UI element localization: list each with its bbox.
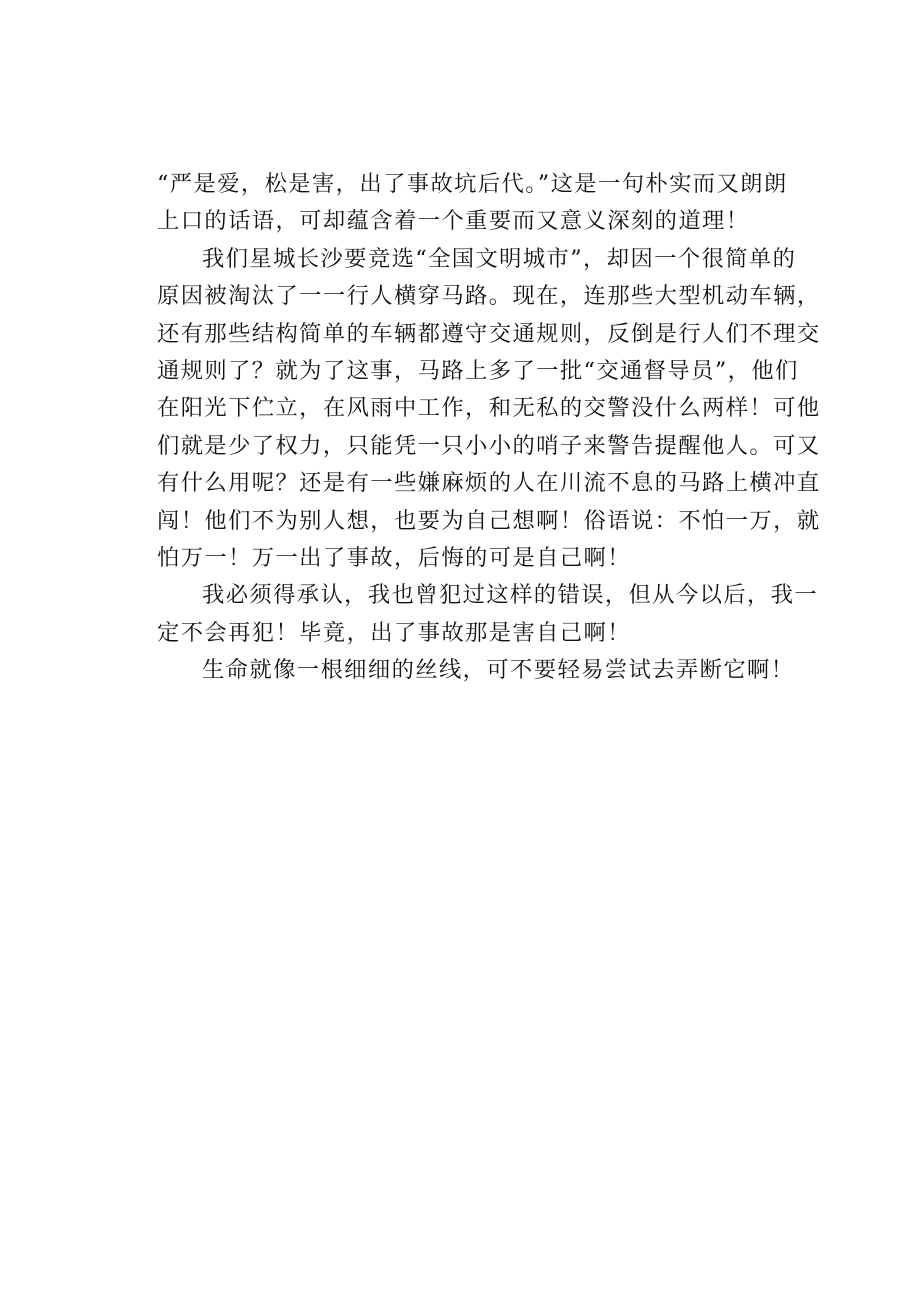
- text-line: 原因被淘汰了一一行人横穿马路。现在，连那些大型机动车辆，: [157, 283, 821, 310]
- text-line: 怕万一！万一出了事故，后悔的可是自己啊！: [157, 544, 631, 571]
- text-line: 还有那些结构简单的车辆都遵守交通规则，反倒是行人们不理交: [157, 320, 821, 347]
- text-line: 闯！他们不为别人想，也要为自己想啊！俗语说：不怕一万，就: [157, 507, 821, 534]
- text-line: 上口的话语，可却蕴含着一个重要而又意义深刻的道理！: [157, 208, 750, 235]
- essay-body: [157, 166, 821, 689]
- text-line: 们就是少了权力，只能凭一只小小的哨子来警告提醒他人。可又: [157, 432, 821, 459]
- text-line: 有什么用呢？还是有一些嫌麻烦的人在川流不息的马路上横冲直: [157, 470, 821, 497]
- text-line: “严是爱，松是害，出了事故坑后代。”这是一句朴实而又朗朗: [157, 171, 788, 197]
- text-line: 生命就像一根细细的丝线，可不要轻易尝试去弄断它啊！: [202, 657, 795, 684]
- text-line: 我必须得承认，我也曾犯过这样的错误，但从今以后，我一: [202, 582, 819, 609]
- text-line: 通规则了？就为了这事，马路上多了一批“交通督导员”，他们: [157, 357, 799, 384]
- text-line: 在阳光下伫立，在风雨中工作，和无私的交警没什么两样！可他: [157, 395, 821, 422]
- text-line: 我们星城长沙要竞选“全国文明城市”，却因一个很简单的: [202, 245, 797, 272]
- text-line: 定不会再犯！毕竟，出了事故那是害自己啊！: [157, 619, 631, 646]
